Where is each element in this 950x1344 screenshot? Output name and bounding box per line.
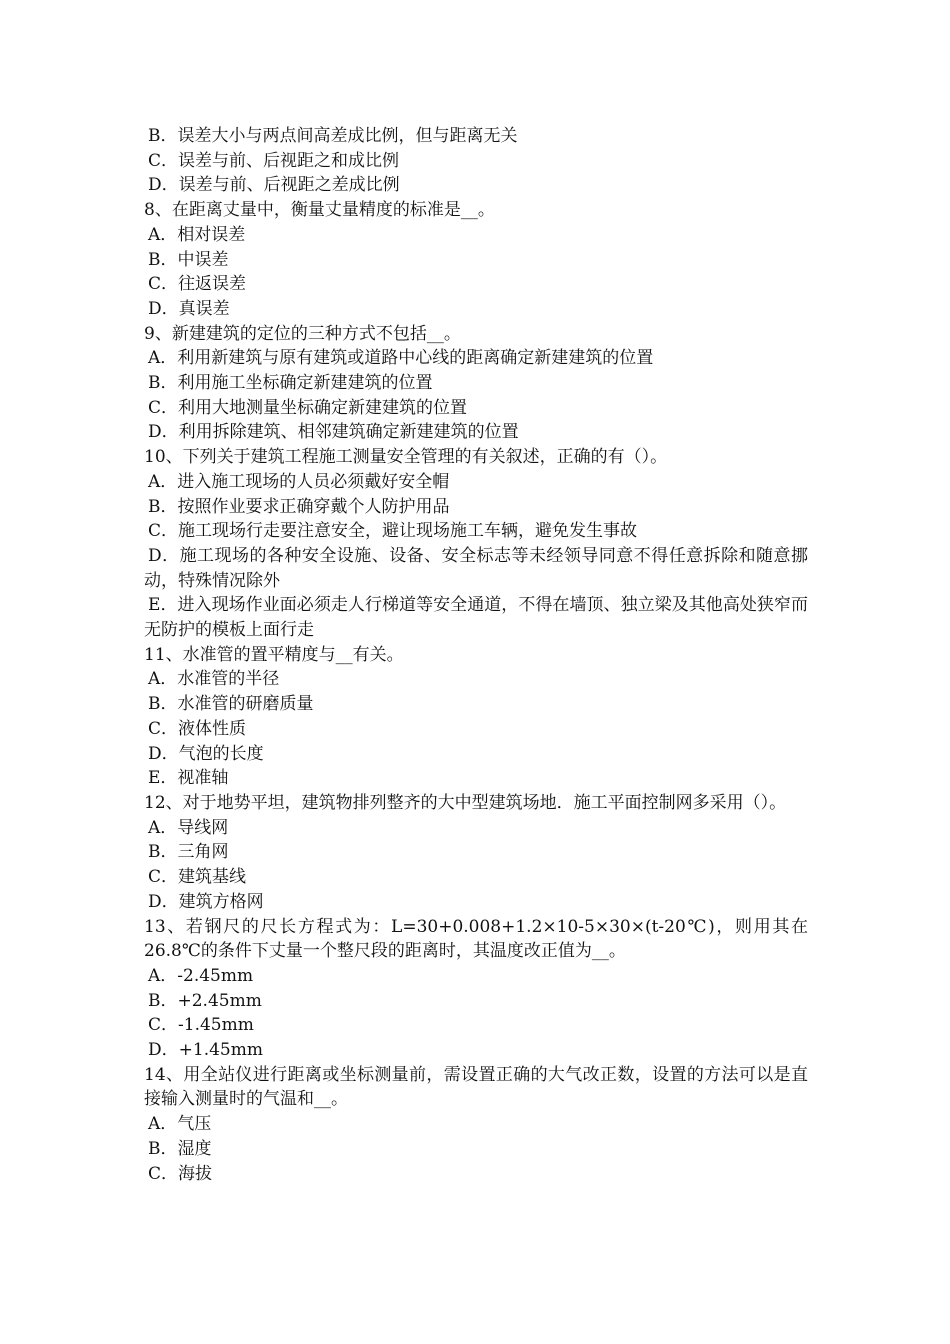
question-9: 9、新建建筑的定位的三种方式不包括__。 [144, 323, 461, 344]
option-11-d: D．气泡的长度 [148, 743, 264, 764]
option-8-a: A．相对误差 [148, 224, 246, 245]
question-13: 13、若钢尺的尺长方程式为：L=30+0.008+1.2×10-5×30×(t-20℃)，则用其在26.8℃的条件下丈量一个整尺段的距离时，其温度改正值为__。 [144, 916, 808, 962]
option-14-a: A．气压 [148, 1114, 212, 1135]
option-12-d: D．建筑方格网 [148, 891, 264, 912]
option-8-b: B．中误差 [148, 249, 229, 270]
question-12: 12、对于地势平坦，建筑物排列整齐的大中型建筑场地．施工平面控制网多采用（）。 [144, 792, 787, 813]
question-8: 8、在距离丈量中，衡量丈量精度的标准是__。 [144, 200, 495, 221]
option-10-d: D．施工现场的各种安全设施、设备、安全标志等未经领导同意不得任意拆除和随意挪动，特殊情况除外 [144, 545, 808, 591]
option-13-d: D．+1.45mm [148, 1040, 263, 1061]
option-8-c: C．往返误差 [148, 274, 247, 295]
option-9-c: C．利用大地测量坐标确定新建建筑的位置 [148, 397, 468, 418]
option-11-a: A．水准管的半径 [148, 669, 280, 690]
option-9-a: A．利用新建筑与原有建筑或道路中心线的距离确定新建建筑的位置 [148, 348, 654, 369]
option-7-d: D．误差与前、后视距之差成比例 [148, 175, 400, 196]
option-13-b: B．+2.45mm [148, 990, 262, 1011]
option-12-c: C．建筑基线 [148, 867, 247, 888]
option-10-c: C．施工现场行走要注意安全，避让现场施工车辆，避免发生事故 [148, 521, 638, 542]
document-page [144, 124, 808, 1186]
option-7-c: C．误差与前、后视距之和成比例 [148, 150, 400, 171]
option-11-e: E．视准轴 [148, 768, 229, 789]
option-11-c: C．液体性质 [148, 718, 247, 739]
question-10: 10、下列关于建筑工程施工测量安全管理的有关叙述，正确的有（）。 [144, 447, 668, 468]
option-14-b: B．湿度 [148, 1138, 212, 1159]
option-12-b: B．三角网 [148, 842, 229, 863]
option-12-a: A．导线网 [148, 817, 229, 838]
option-8-d: D．真误差 [148, 298, 230, 319]
option-10-a: A．进入施工现场的人员必须戴好安全帽 [148, 471, 450, 492]
option-13-a: A．-2.45mm [148, 965, 254, 986]
option-13-c: C．-1.45mm [148, 1015, 254, 1036]
question-14: 14、用全站仪进行距离或坐标测量前，需设置正确的大气改正数，设置的方法可以是直接输入测量时的气温和__。 [144, 1064, 808, 1110]
option-9-d: D．利用拆除建筑、相邻建筑确定新建建筑的位置 [148, 422, 519, 443]
option-11-b: B．水准管的研磨质量 [148, 694, 314, 715]
option-7-b: B．误差大小与两点间高差成比例，但与距离无关 [148, 126, 518, 146]
option-9-b: B．利用施工坐标确定新建建筑的位置 [148, 373, 433, 394]
option-10-e: E．进入现场作业面必须走人行梯道等安全通道，不得在墙顶、独立梁及其他高处狭窄而无防护的模板上面行走 [144, 595, 808, 641]
question-11: 11、水准管的置平精度与__有关。 [144, 644, 404, 665]
option-14-c: C．海拔 [148, 1163, 213, 1184]
option-10-b: B．按照作业要求正确穿戴个人防护用品 [148, 496, 450, 517]
